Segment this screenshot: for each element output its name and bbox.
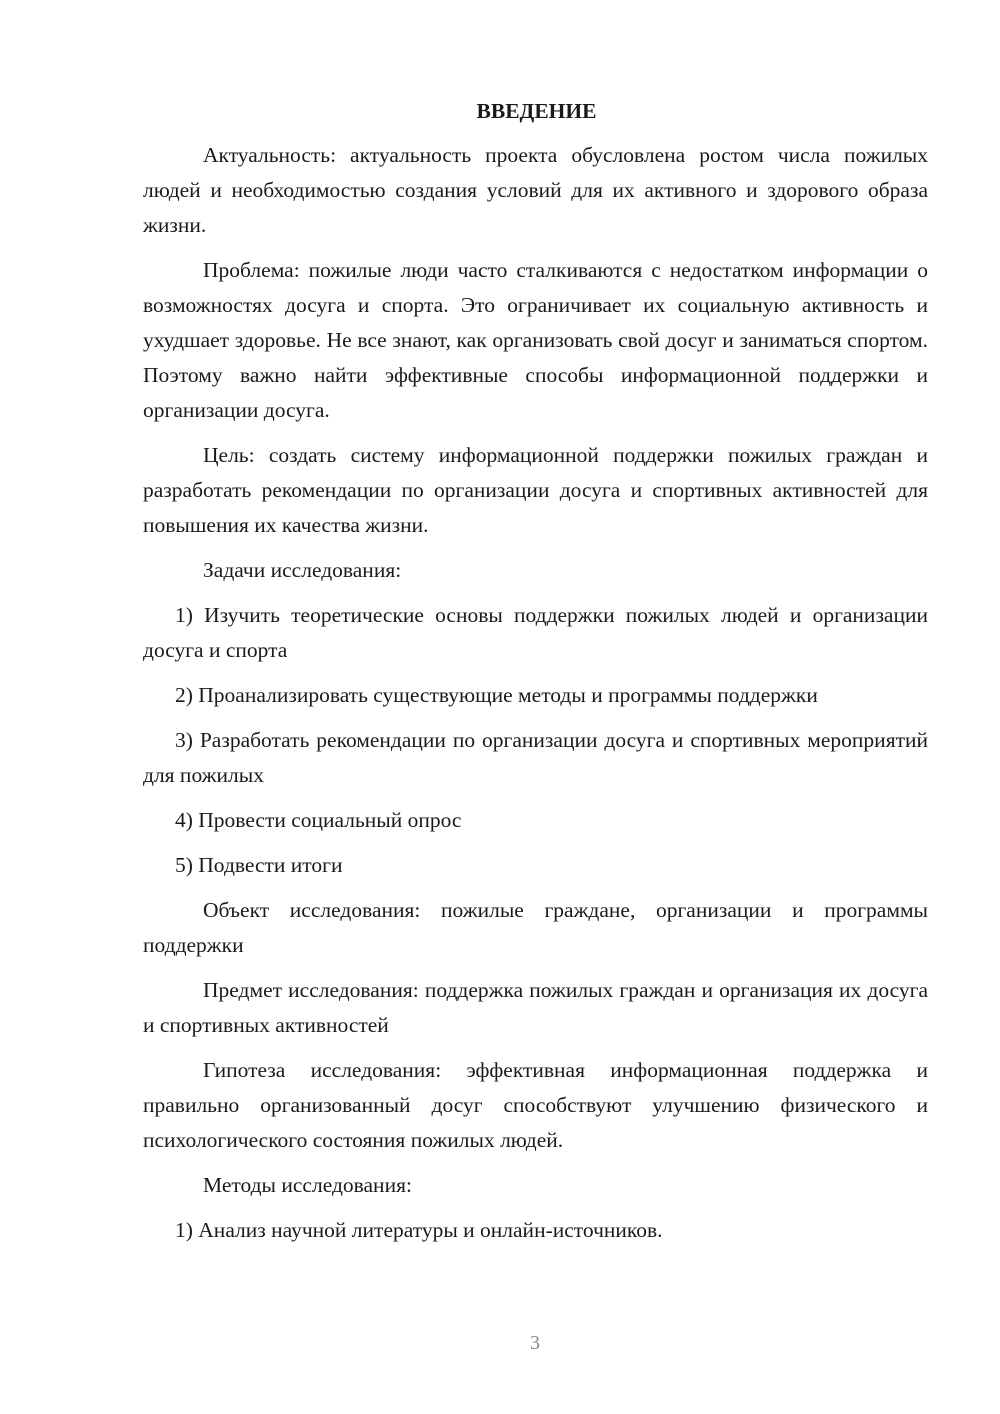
tasks-heading: Задачи исследования: bbox=[203, 558, 402, 582]
task-item: 5) Подвести итоги bbox=[175, 853, 343, 877]
object-paragraph: Объект исследования: пожилые граждане, организации и программы поддержки bbox=[143, 898, 928, 957]
page-number: 3 bbox=[530, 1332, 540, 1354]
methods-heading: Методы исследования: bbox=[203, 1173, 412, 1197]
task-item: 2) Проанализировать существующие методы и программы поддержки bbox=[175, 683, 818, 707]
hypothesis-paragraph: Гипотеза исследования: эффективная информационная поддержка и правильно организованный досуг способствуют улучшению физического и психологического состояния пожилых людей. bbox=[143, 1058, 928, 1152]
relevance-paragraph: Актуальность: актуальность проекта обусловлена ростом числа пожилых людей и необходимостью создания условий для их активного и здорового образа жизни. bbox=[143, 143, 928, 237]
subject-paragraph: Предмет исследования: поддержка пожилых граждан и организация их досуга и спортивных активностей bbox=[143, 978, 928, 1037]
problem-paragraph: Проблема: пожилые люди часто сталкиваются с недостатком информации о возможностях досуга и спорта. Это ограничивает их социальную активность и ухудшает здоровье. Не все знают, как организовать свой досуг и заниматься спортом. Поэтому важно найти эффективные способы информационной поддержки и организации досуга. bbox=[143, 258, 928, 422]
task-item: 3) Разработать рекомендации по организации досуга и спортивных мероприятий для пожилых bbox=[143, 728, 928, 787]
goal-paragraph: Цель: создать систему информационной поддержки пожилых граждан и разработать рекомендации по организации досуга и спортивных активностей для повышения их качества жизни. bbox=[143, 443, 928, 537]
task-item: 4) Провести социальный опрос bbox=[175, 808, 462, 832]
method-item: 1) Анализ научной литературы и онлайн-источников. bbox=[175, 1218, 663, 1242]
section-title: ВВЕДЕНИЕ bbox=[476, 99, 597, 123]
task-item: 1) Изучить теоретические основы поддержки пожилых людей и организации досуга и спорта bbox=[143, 603, 928, 662]
page-content bbox=[143, 94, 928, 1258]
